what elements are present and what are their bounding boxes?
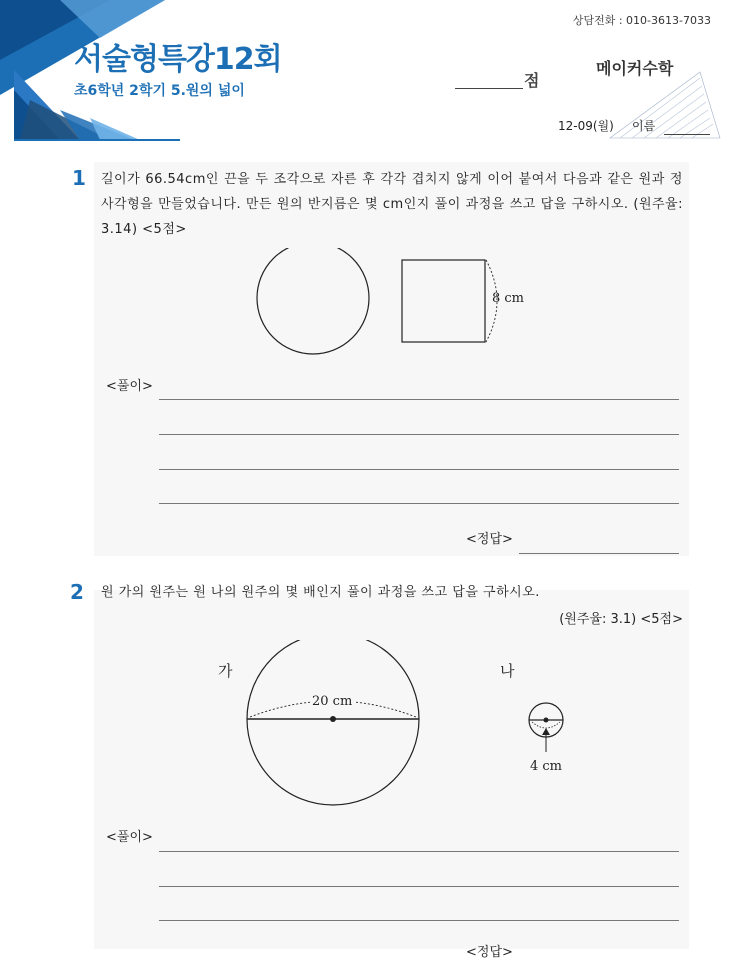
circle-a-diameter-label: 20 cm	[312, 694, 353, 709]
circle-b-label: 나	[500, 662, 515, 680]
question-2-number: 2	[70, 580, 84, 604]
name-label: 이름	[632, 119, 656, 133]
work-line[interactable]	[159, 886, 679, 887]
brand-name: 메이커수학	[596, 59, 674, 78]
square-shape	[402, 260, 485, 342]
page-title: 서술형특강12회	[74, 42, 282, 77]
circle-b-diameter-label: 4 cm	[530, 759, 563, 774]
circle-a-shape	[247, 640, 419, 805]
answer-line[interactable]	[519, 553, 679, 554]
question-1-figure	[250, 248, 540, 358]
circle-b-dimension-arc	[532, 722, 560, 728]
circle-a-center	[330, 716, 336, 722]
question-1-work-label: <풀이>	[106, 379, 153, 394]
score-blank[interactable]	[455, 88, 523, 89]
question-2-meta: (원주율: 3.1) <5점>	[559, 612, 683, 627]
work-line[interactable]	[159, 920, 679, 921]
work-line[interactable]	[159, 851, 679, 852]
question-2-figure	[210, 640, 590, 840]
circle-shape	[257, 248, 369, 354]
question-1-answer-label: <정답>	[466, 532, 513, 547]
square-side-label: 8 cm	[492, 291, 525, 306]
work-line[interactable]	[159, 469, 679, 470]
date-label: 12-09(월)	[558, 119, 614, 133]
question-1-text: 길이가 66.54cm인 끈을 두 조각으로 자른 후 각각 겹치지 않게 이어 붙여서 다음과 같은 원과 정사각형을 만들었습니다. 만든 원의 반지름은 몇 cm인지 풀이 과정을 쓰고 답을 구하시오. (원주율: 3.14) <5점>	[101, 172, 683, 237]
page-subtitle: 초6학년 2학기 5.원의 넓이	[74, 83, 245, 99]
question-2-answer-label: <정답>	[466, 945, 513, 960]
name-blank[interactable]	[664, 134, 710, 135]
score-label: 점	[524, 71, 540, 90]
work-line[interactable]	[159, 434, 679, 435]
question-2-work-label: <풀이>	[106, 830, 153, 845]
work-line[interactable]	[159, 503, 679, 504]
work-line[interactable]	[159, 399, 679, 400]
question-1-number: 1	[72, 166, 86, 190]
contact-phone: 상담전화 : 010-3613-7033	[572, 14, 711, 27]
circle-a-label: 가	[218, 662, 233, 680]
question-2-text: 원 가의 원주는 원 나의 원주의 몇 배인지 풀이 과정을 쓰고 답을 구하시오.	[101, 585, 540, 600]
circle-b-center	[544, 718, 549, 723]
